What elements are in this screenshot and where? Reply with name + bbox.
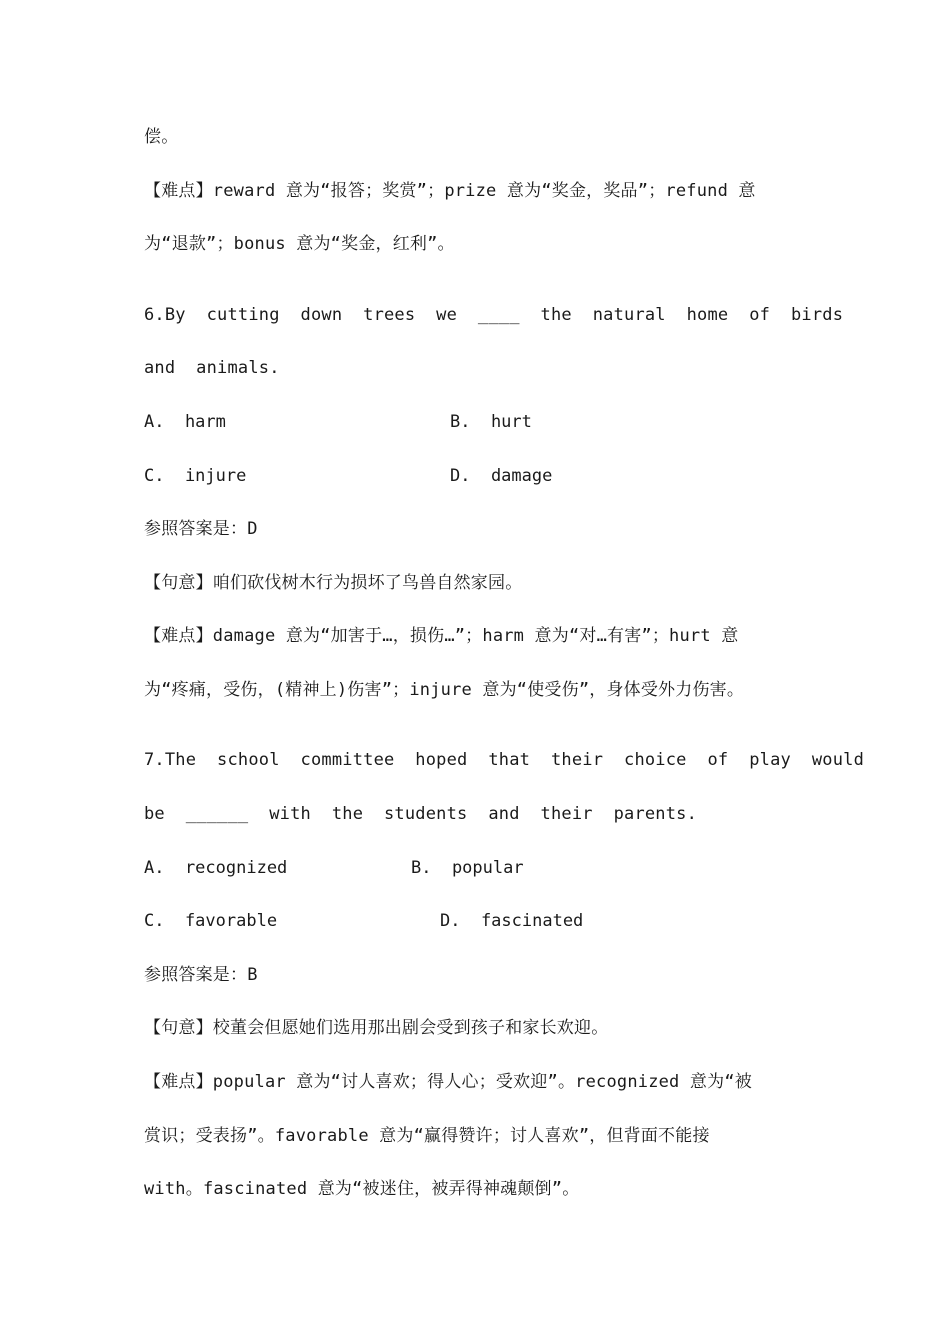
q7-option-c: C. favorable: [144, 911, 278, 931]
sentence-meaning: 【句意】咱们砍伐树木行为损坏了鸟兽自然家园。: [144, 573, 523, 593]
q6-option-a: A. harm: [144, 412, 226, 432]
answer-line: 参照答案是：B: [144, 965, 258, 985]
difficulty-note: 【难点】popular 意为“讨人喜欢；得人心；受欢迎”。recognized 意为“被: [144, 1072, 752, 1092]
difficulty-note: with。fascinated 意为“被迷住，被弄得神魂颠倒”。: [144, 1179, 580, 1199]
question-7-stem: 7.The school committee hoped that their choice of play would: [144, 750, 865, 770]
text-line: 为“退款”；bonus 意为“奖金，红利”。: [144, 234, 455, 254]
question-7-stem: be ______ with the students and their parents.: [144, 804, 698, 824]
q7-option-d: D. fascinated: [440, 911, 584, 931]
answer-line: 参照答案是：D: [144, 519, 258, 539]
q7-option-b: B. popular: [411, 858, 524, 878]
sentence-meaning: 【句意】校董会但愿她们选用那出剧会受到孩子和家长欢迎。: [144, 1018, 609, 1038]
q7-option-a: A. recognized: [144, 858, 288, 878]
difficulty-note: 为“疼痛，受伤，(精神上)伤害”；injure 意为“使受伤”，身体受外力伤害。: [144, 680, 745, 700]
q6-option-d: D. damage: [450, 466, 553, 486]
difficulty-note: 【难点】damage 意为“加害于…，损伤…”；harm 意为“对…有害”；hurt 意: [144, 626, 739, 646]
difficulty-note: 赏识；受表扬”。favorable 意为“赢得赞许；讨人喜欢”，但背面不能接: [144, 1126, 710, 1146]
q6-option-c: C. injure: [144, 466, 247, 486]
text-line: 【难点】reward 意为“报答；奖赏”；prize 意为“奖金，奖品”；refund 意: [144, 181, 756, 201]
text-line: 偿。: [144, 127, 179, 147]
q6-option-b: B. hurt: [450, 412, 532, 432]
question-6-stem: 6.By cutting down trees we ____ the natural home of birds: [144, 305, 844, 325]
question-6-stem: and animals.: [144, 358, 280, 378]
